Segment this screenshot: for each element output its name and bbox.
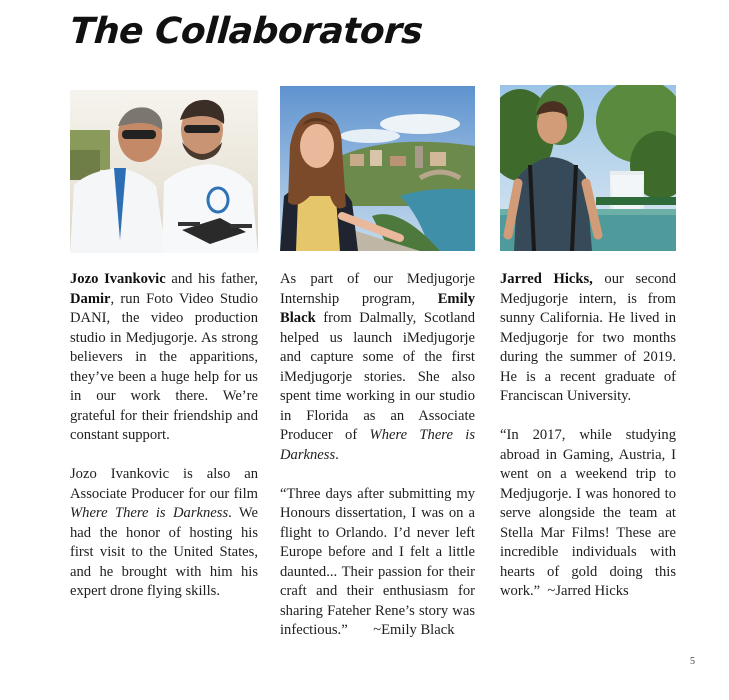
damir-name: Damir bbox=[70, 290, 111, 307]
photo-jozo-and-damir bbox=[70, 90, 258, 253]
jozo-name: Jozo Ivankovic bbox=[70, 271, 166, 287]
jarred-name: Jarred Hicks, bbox=[500, 271, 593, 287]
film-title: Where There is Darkness bbox=[70, 505, 229, 521]
emily-name: Emily Black bbox=[280, 290, 475, 326]
column-emily bbox=[280, 270, 475, 660]
emily-intro-paragraph: As part of our Medjugorje Internship program, Emily Black from Dalmally, Scotland helped us launch iMedjugorje and capture some of the first iMedjugorje stories. She also spent time working in our studio in Florida as an Associate Producer of Where There is Darkness. bbox=[280, 271, 475, 463]
page-number: 5 bbox=[690, 656, 695, 667]
photo-jarred-hicks bbox=[500, 85, 676, 251]
film-title: Where There is Darkness bbox=[280, 427, 475, 463]
emily-quote: “Three days after submitting my Honours dissertation, I was on a flight to Orlando. I’d never left Europe before and I felt a little daunted... Their passion for their craft and their enthusiasm for sharing Fateher Rene’s story was infectious.” ~Emily Black bbox=[280, 485, 475, 638]
jarred-signature: ~Jarred Hicks bbox=[547, 583, 629, 599]
column-jozo bbox=[70, 270, 258, 621]
jozo-producer-paragraph: Jozo Ivankovic is also an Associate Producer for our film Where There is Darkness. We had the honor of hosting his first visit to the United States, and he brought with him his expert drone flying skills. bbox=[70, 466, 258, 599]
jarred-quote: “In 2017, while studying abroad in Gaming, Austria, I went on a weekend trip to Medjugorje. I was honored to serve alongside the team at Stella Mar Films! These are incredible individuals with hearts of gold doing this work.” ~Jarred Hicks bbox=[500, 427, 676, 599]
emily-signature: ~Emily Black bbox=[373, 622, 455, 638]
photo-emily-black bbox=[280, 86, 475, 251]
page-title: The Collaborators bbox=[68, 11, 424, 52]
jozo-intro-paragraph: Jozo Ivankovic and his father, Damir, run Foto Video Studio DANI, the video production studio in Medjugorje. As strong believers in the apparitions, they’ve been a huge help for us in our work there. We’re grateful for their friendship and constant support. bbox=[70, 271, 258, 443]
column-jarred bbox=[500, 270, 676, 621]
jarred-intro-paragraph: Jarred Hicks, our second Medjugorje intern, is from sunny California. He lived in Medjugorje for two months during the summer of 2019. He is a recent graduate of Franciscan University. bbox=[500, 271, 676, 404]
